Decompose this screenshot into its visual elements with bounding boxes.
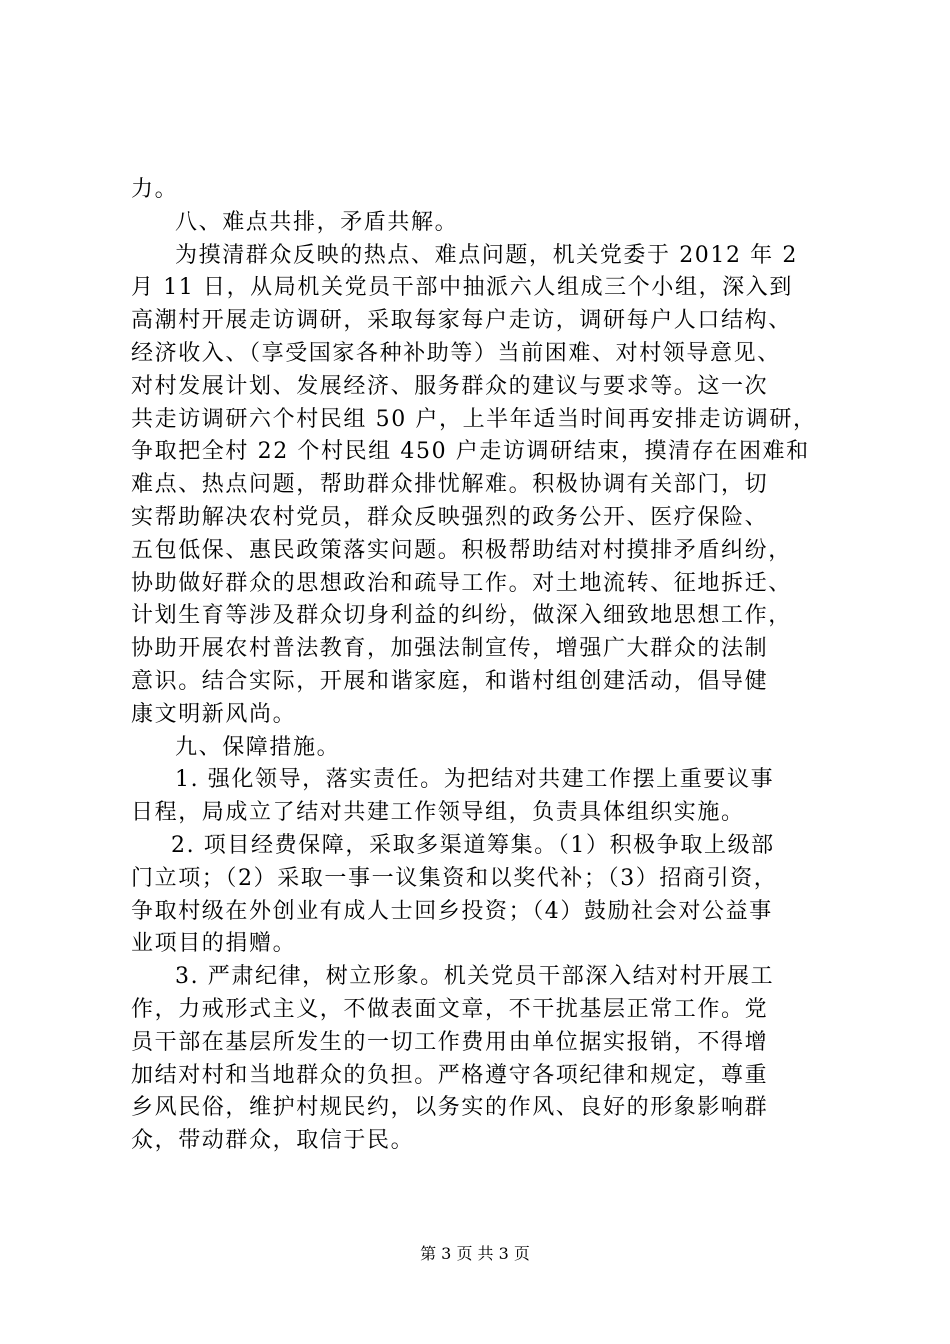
text-line: 2. 项目经费保障，采取多渠道筹集。（1）积极争取上级部 [171,832,775,858]
text-line: 计划生育等涉及群众切身利益的纠纷，做深入细致地思想工作， [131,603,792,629]
text-line: 众，带动群众，取信于民。 [131,1128,415,1154]
text-line: 力。 [131,177,179,202]
text-line: 为摸清群众反映的热点、难点问题，机关党委于 2012 年 2 [175,242,798,268]
section-heading-9: 九、保障措施。 [175,734,341,760]
text-line: 难点、热点问题，帮助群众排忧解难。积极协调有关部门，切 [131,472,769,498]
section-heading-8: 八、难点共排，矛盾共解。 [175,209,459,235]
text-line: 门立项；（2）采取一事一议集资和以奖代补；（3）招商引资， [131,865,778,891]
document-body [131,174,831,1158]
text-line: 作，力戒形式主义，不做表面文章，不干扰基层正常工作。党 [131,996,769,1022]
page-footer: 第 3 页 共 3 页 [420,1244,530,1263]
text-line: 加结对村和当地群众的负担。严格遵守各项纪律和规定，尊重 [131,1062,769,1088]
text-line: 争取把全村 22 个村民组 450 户走访调研结束，摸清存在困难和 [131,439,810,465]
text-line: 五包低保、惠民政策落实问题。积极帮助结对村摸排矛盾纠纷， [131,537,792,563]
text-line: 争取村级在外创业有成人士回乡投资；（4）鼓励社会对公益事 [131,898,773,924]
text-line: 对村发展计划、发展经济、服务群众的建议与要求等。这一次 [131,373,769,399]
text-line: 协助开展农村普法教育，加强法制宣传，增强广大群众的法制 [131,636,769,662]
text-line: 共走访调研六个村民组 50 户，上半年适当时间再安排走访调研， [131,406,817,432]
text-line: 实帮助解决农村党员，群众反映强烈的政务公开、医疗保险、 [131,504,769,530]
text-line: 员干部在基层所发生的一切工作费用由单位据实报销，不得增 [131,1029,769,1055]
text-line: 1. 强化领导，落实责任。为把结对共建工作摆上重要议事 [175,767,775,793]
text-line: 高潮村开展走访调研，采取每家每户走访，调研每户人口结构、 [131,308,792,334]
text-line: 3. 严肃纪律，树立形象。机关党员干部深入结对村开展工 [175,964,775,990]
text-line: 月 11 日，从局机关党员干部中抽派六人组成三个小组，深入到 [131,275,793,301]
text-line: 经济收入、（享受国家各种补助等）当前困难、对村领导意见、 [131,340,781,366]
text-line: 业项目的捐赠。 [131,931,297,957]
text-line: 日程，局成立了结对共建工作领导组，负责具体组织实施。 [131,800,745,826]
text-line: 康文明新风尚。 [131,701,297,727]
text-line: 乡风民俗，维护村规民约，以务实的作风、良好的形象影响群 [131,1095,769,1121]
text-line: 意识。结合实际，开展和谐家庭，和谐村组创建活动，倡导健 [131,668,769,694]
text-line: 协助做好群众的思想政治和疏导工作。对土地流转、征地拆迁、 [131,570,792,596]
